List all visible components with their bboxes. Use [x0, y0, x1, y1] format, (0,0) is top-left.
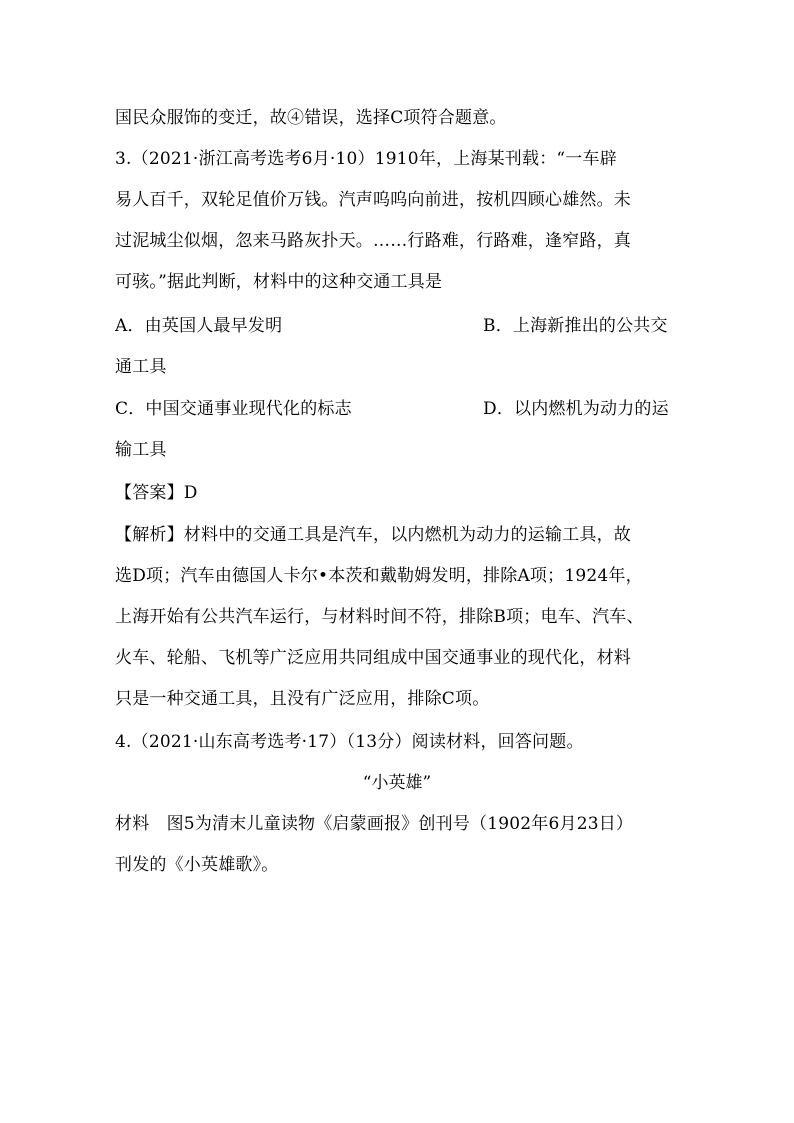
analysis-line-5: 只是一种交通工具，且没有广泛应用，排除C项。: [115, 689, 490, 709]
question-4-title: “小英雄”: [362, 773, 432, 793]
analysis-line-3: 上海开始有公共汽车运行，与材料时间不符，排除B项；电车、汽车、: [115, 607, 644, 627]
material-line-2: 刊发的《小英雄歌》。: [115, 855, 279, 875]
question-3-line-1: 3.（2021·浙江高考选考6月·10）1910年，上海某刊载：“一车辟: [115, 149, 617, 169]
option-d: D．以内燃机为动力的运: [483, 399, 669, 419]
answer-line: 【答案】D: [115, 483, 198, 503]
option-b-continued: 通工具: [115, 357, 167, 377]
option-d-continued: 输工具: [115, 440, 167, 460]
question-3-line-4: 可骇。”据此判断，材料中的这种交通工具是: [115, 272, 443, 292]
option-a: A．由英国人最早发明: [115, 316, 283, 336]
question-3-line-3: 过泥城尘似烟，忽来马路灰扑天。……行路难，行路难，逢窄路，真: [115, 231, 631, 251]
analysis-line-4: 火车、轮船、飞机等广泛应用共同组成中国交通事业的现代化，材料: [115, 648, 631, 668]
option-c: C．中国交通事业现代化的标志: [115, 399, 352, 419]
analysis-line-1: 【解析】材料中的交通工具是汽车，以内燃机为动力的运输工具，故: [115, 525, 631, 545]
analysis-line-2: 选D项；汽车由德国人卡尔•本茨和戴勒姆发明，排除A项；1924年，: [115, 566, 643, 586]
option-b: B．上海新推出的公共交: [483, 316, 668, 336]
material-line-1: 材料 图5为清末儿童读物《启蒙画报》创刊号（1902年6月23日）: [115, 814, 634, 834]
question-4-header: 4.（2021·山东高考选考·17）（13分）阅读材料，回答问题。: [115, 732, 584, 752]
question-3-line-2: 易人百千，双轮足值价万钱。汽声呜呜向前进，按机四顾心雄然。未: [115, 190, 631, 210]
text-line-1: 国民众服饰的变迁，故④错误，选择C项符合题意。: [115, 108, 507, 128]
